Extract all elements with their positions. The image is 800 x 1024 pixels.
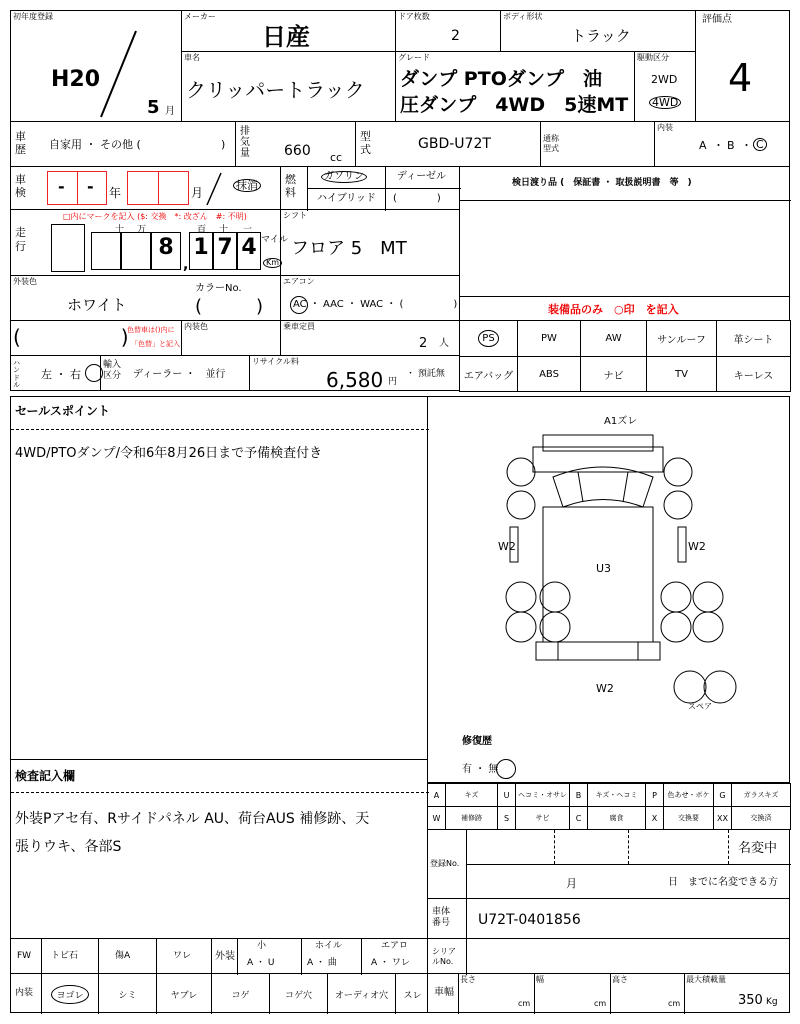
serial-label: シリアルNo.: [432, 947, 456, 967]
diagram-left: W2: [498, 540, 516, 553]
body-type-cell: [500, 10, 696, 52]
reg-month: 月: [566, 877, 577, 890]
drive-cell: [634, 51, 696, 122]
mileage-km: Km: [263, 258, 282, 268]
sales-point-label: セールスポイント: [15, 404, 110, 418]
doors-label: ドア枚数: [398, 12, 430, 21]
diagram-front: A1ズレ: [604, 416, 638, 427]
history-close: ): [221, 138, 226, 151]
mileage-digit-5: 1: [189, 232, 213, 270]
color-change-note2: 「色替」と記入: [131, 340, 180, 348]
fw-item-1: トビ石: [51, 951, 79, 961]
diagram-center: U3: [596, 562, 612, 575]
ac-value: AC ・ AAC ・ WAC ・ ( ): [293, 299, 458, 310]
interior-grade-cell: 内装 A ・ B ・ C: [654, 121, 790, 167]
legend-code-row1-3: P: [645, 783, 664, 807]
interior-row-label: 内装: [15, 988, 34, 998]
body-type-value: トラック: [571, 27, 631, 45]
import-label: 輸入区分: [103, 360, 122, 381]
model-label: 型式: [360, 130, 371, 157]
legend-desc-row2-2: 腐食: [587, 806, 646, 830]
exterior-color-label: 外装色: [13, 277, 37, 286]
inspection-month-unit: 月: [191, 186, 204, 200]
legend-desc-row2-0: 補修跡: [445, 806, 498, 830]
legend-desc-row1-2: キズ・ヘコミ: [587, 783, 646, 807]
inspection-notes-text2: 張りウキ、各部S: [15, 839, 122, 855]
repair-label: 修復歴: [462, 736, 492, 747]
fuel-diesel: ディーゼル: [397, 171, 446, 182]
legend-code-row1-1: U: [497, 783, 516, 807]
legend-code-row2-1: S: [497, 806, 516, 830]
mileage-cell: 走行 □内にマークを記入 ($: 交換 *: 改ざん #: 不明) 十 万 8 , 1 百 7 十 4 一 マイル Km: [10, 209, 281, 276]
import-cell: [100, 355, 250, 391]
registration-year: H20: [51, 67, 101, 92]
history-label: 車歴: [15, 130, 26, 157]
mileage-digit-3: [121, 232, 151, 270]
exterior-aero-opts: A ・ ワレ: [371, 958, 410, 968]
grade-label: グレード: [398, 53, 430, 62]
equipment-row2-item-0: エアバッグ: [459, 356, 518, 392]
inspection-year-unit: 年: [109, 186, 122, 200]
ac-label: エアコン: [283, 277, 315, 286]
equipment-row1-item-2: AW: [580, 320, 647, 357]
inspection-notes-label: 検査記入欄: [15, 769, 76, 783]
recycle-value: 6,580: [326, 368, 384, 392]
fw-label: FW: [17, 951, 32, 961]
interior-opt-a: A: [699, 139, 707, 152]
shift-label: シフト: [283, 211, 307, 220]
maker-cell: [181, 10, 396, 52]
legend-desc-row2-3: 交換要: [663, 806, 714, 830]
legend-desc-row2-4: 交換済: [731, 806, 791, 830]
handle-value: 左 ・ 右: [41, 368, 81, 381]
reg-no-label: 登録No.: [430, 859, 460, 868]
grade-cell: [395, 51, 635, 122]
dims-length: 長さ: [460, 975, 476, 984]
import-value: ディーラー ・ 並行: [133, 369, 226, 380]
dims-cell: [427, 973, 790, 1013]
serial-cell: [427, 938, 790, 974]
fw-item-3: ワレ: [173, 951, 192, 961]
fuel-hybrid: ハイブリッド: [317, 193, 376, 204]
accessories-label: 検日渡り品 ( 保証書 ・ 取扱説明書 等 ): [512, 178, 692, 188]
equipment-row2-item-2: ナビ: [580, 356, 647, 392]
equipment-row1-item-3: サンルーフ: [646, 320, 717, 357]
equipment-row2-item-3: TV: [646, 356, 717, 392]
inspection-label: 車検: [15, 173, 26, 200]
equipment-header: [459, 296, 790, 321]
legend-desc-row1-4: ガラスキズ: [731, 783, 791, 807]
color-change-cell: [10, 320, 182, 356]
exterior-wheel-opts: A ・ 曲: [307, 958, 337, 968]
rating-cell: [695, 10, 790, 122]
displacement-cell: [235, 121, 356, 167]
color-change-value: ( ): [13, 325, 129, 349]
equipment-title: 装備品のみ ○印 を記入: [548, 303, 679, 316]
model-cell: [355, 121, 541, 167]
doors-cell: [395, 10, 501, 52]
mileage-digit-6: 7: [213, 232, 237, 270]
equipment-row1-item-1: PW: [517, 320, 581, 357]
dims-height: 高さ: [612, 975, 628, 984]
interior-item-6: スレ: [395, 974, 429, 1014]
mileage-mile: マイル: [261, 235, 288, 245]
equipment-row2-item-4: キーレス: [716, 356, 791, 392]
fuel-other: ( ): [393, 193, 441, 204]
handle-label: ハンドル: [13, 359, 20, 390]
mileage-digit-4: 8: [151, 232, 181, 270]
interior-opt-c: C: [753, 138, 767, 151]
recycle-unit: 円: [388, 377, 398, 387]
vin-value: U72T-0401856: [478, 912, 581, 928]
shift-value: フロア 5 MT: [291, 238, 407, 259]
legend-code-row1-2: B: [569, 783, 588, 807]
car-name-cell: [181, 51, 396, 122]
interior-opt-b: B: [727, 139, 735, 152]
equipment-row1-item-0: PS: [459, 320, 518, 357]
displacement-value: 660: [284, 143, 311, 159]
legend-code-row2-2: C: [569, 806, 588, 830]
exterior-small: 小: [257, 941, 267, 951]
dims-load-value: 350: [738, 993, 763, 1008]
dims-label: 車幅: [434, 987, 454, 998]
dims-load-unit: Kg: [766, 997, 778, 1007]
drive-2wd: 2WD: [651, 73, 678, 86]
vin-cell: [427, 898, 790, 939]
doors-value: 2: [451, 28, 460, 44]
mileage-digit-1: [51, 224, 85, 272]
interior-color-label: 内装色: [184, 322, 208, 331]
legend-desc-row1-3: 色あせ・ボケ: [663, 783, 714, 807]
inspection-notes-box: [10, 759, 428, 939]
car-name-value: クリッパートラック: [186, 78, 365, 102]
diagram-rear: W2: [596, 682, 614, 695]
inspection-status: 抹消: [233, 179, 261, 192]
color-change-note1: 色替車は()内に: [127, 326, 175, 334]
registration-cell: [10, 10, 182, 122]
model-value: GBD-U72T: [418, 136, 491, 152]
capacity-cell: [280, 320, 460, 356]
equipment-row1-item-4: 革シート: [716, 320, 791, 357]
exterior-wheel: ホイル: [315, 941, 343, 951]
interior-item-5: オーディオ穴: [327, 974, 395, 1014]
legend-desc-row2-1: サビ: [515, 806, 570, 830]
vin-label: 車体番号: [432, 907, 451, 928]
name-change-badge: 名変中: [738, 841, 778, 856]
recycle-deposit: ・ 預託無: [406, 369, 445, 379]
handle-cell: [10, 355, 101, 391]
capacity-value: 2: [419, 336, 428, 351]
capacity-unit: 人: [439, 338, 449, 349]
mileage-note: □内にマークを記入 ($: 交換 *: 改ざん #: 不明): [63, 212, 247, 221]
history-cell: [10, 121, 236, 167]
equipment-row2-item-1: ABS: [517, 356, 581, 392]
legend-desc-row1-1: ヘコミ・オサレ: [515, 783, 570, 807]
legend-code-row2-4: XX: [713, 806, 732, 830]
rating-label: 評価点: [702, 14, 732, 25]
reg-day-text: 日 までに名変できる方: [668, 877, 778, 888]
diagram-box: [427, 396, 790, 783]
exterior-label: 外装: [215, 951, 235, 962]
fuel-label: 燃料: [285, 173, 296, 200]
recycle-label: リサイクル料: [252, 357, 299, 366]
registration-month: 5: [147, 97, 160, 118]
displacement-label: 排気量: [240, 126, 250, 159]
color-no-value: ( ): [195, 296, 264, 317]
exterior-small-opts: A ・ U: [247, 958, 275, 968]
legend-code-row1-0: A: [427, 783, 446, 807]
inspection-cell: 車検 - - 年 月 抹消: [10, 166, 281, 210]
exterior-color-value: ホワイト: [67, 296, 127, 314]
rating-value: 4: [728, 56, 753, 100]
diagram-right: W2: [688, 540, 706, 553]
interior-color-cell: [181, 320, 281, 356]
capacity-label: 乗車定員: [283, 322, 315, 331]
registration-month-unit: 月: [165, 106, 175, 117]
common-model-label: 通称型式: [543, 134, 559, 153]
fw-item-2: 傷A: [115, 951, 131, 961]
dims-max-load: 最大積載量: [686, 975, 726, 984]
shift-cell: [280, 209, 460, 276]
maker-value: 日産: [262, 23, 310, 51]
body-type-label: ボディ形状: [503, 12, 543, 21]
dims-height-cm: cm: [668, 999, 681, 1008]
accessories-cell: [459, 166, 790, 297]
sales-point-box: [10, 396, 428, 760]
exterior-aero: エアロ: [381, 941, 409, 951]
registration-label: 初年度登録: [13, 12, 53, 21]
mileage-digit-2: [91, 232, 121, 270]
color-no-label: カラーNo.: [195, 283, 242, 294]
legend-code-row2-0: W: [427, 806, 446, 830]
legend-code-row1-4: G: [713, 783, 732, 807]
displacement-unit: cc: [330, 151, 343, 164]
dims-width: 幅: [536, 975, 544, 984]
maker-label: メーカー: [184, 12, 216, 21]
inspection-notes-text1: 外装Pアセ有、Rサイドパネル AU、荷台AUS 補修跡、天: [15, 811, 370, 827]
grade-line2: 圧ダンプ 4WD 5速MT: [400, 94, 629, 116]
ac-cell: [280, 275, 460, 321]
fw-row: [10, 938, 428, 974]
interior-item-0: ヨゴレ: [41, 974, 98, 1014]
legend-desc-row1-0: キズ: [445, 783, 498, 807]
grade-line1: ダンプ PTOダンプ 油: [400, 68, 603, 90]
common-model-cell: [540, 121, 655, 167]
dims-width-cm: cm: [594, 999, 607, 1008]
dims-length-cm: cm: [518, 999, 531, 1008]
reg-no-cell: [427, 829, 790, 899]
diagram-spare: スペア: [688, 702, 712, 711]
legend-code-row2-3: X: [645, 806, 664, 830]
interior-item-1: シミ: [98, 974, 156, 1014]
repair-value: 有 ・ 無: [462, 764, 499, 775]
interior-item-2: ヤブレ: [156, 974, 211, 1014]
mileage-digit-7: 4: [237, 232, 261, 270]
history-value: 自家用 ・ その他 (: [49, 138, 141, 151]
fuel-cell: [280, 166, 460, 210]
drive-4wd: 4WD: [649, 96, 681, 109]
interior-row: [10, 973, 428, 1013]
sales-point-text: 4WD/PTOダンプ/令和6年8月26日まで予備検査付き: [15, 446, 323, 461]
recycle-cell: [249, 355, 460, 391]
mileage-label: 走行: [15, 226, 26, 254]
interior-grade-label: 内装: [657, 123, 673, 132]
interior-item-4: コゲ穴: [269, 974, 327, 1014]
fuel-gasoline: ガソリン: [321, 171, 367, 183]
drive-label: 駆動区分: [637, 53, 669, 62]
car-name-label: 車名: [184, 53, 200, 62]
interior-item-3: コゲ: [211, 974, 269, 1014]
exterior-color-cell: [10, 275, 281, 321]
